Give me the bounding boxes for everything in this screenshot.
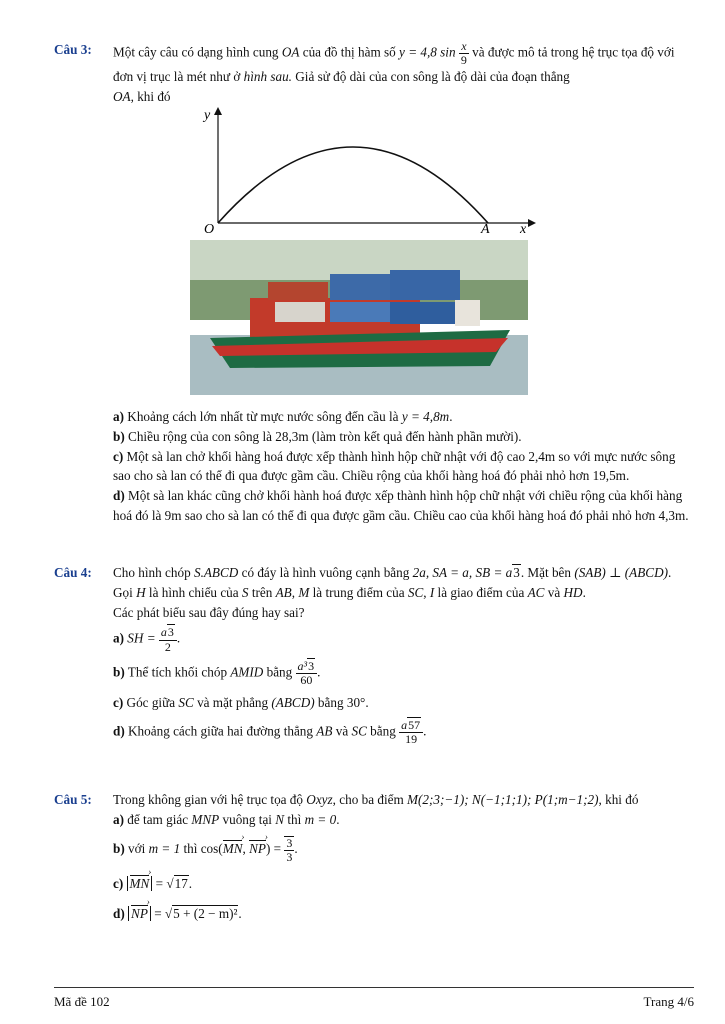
y-axis-label: y [204, 108, 211, 123]
question-5 [54, 790, 694, 924]
question-3 [54, 40, 694, 107]
question-4-item-a: a) SH = $\frac{a3}{2}$ . [113, 625, 181, 654]
x-axis-arrow [528, 219, 536, 227]
question-4 [54, 563, 694, 746]
sine-arc [218, 147, 488, 223]
question-5-item-a: a) để tam giác MNP vuông tại N thì m = 0. [113, 811, 340, 827]
question-4-intro: Cho hình chóp S.ABCD có đáy là hình vuông cạnh bằng 2a, SA = a, SB = a3. Mặt bên (SAB) ⊥ (ABCD). Gọi H là hình chiếu của S trên AB, M là trung điểm của SC, I là giao điểm của AC và HD. [113, 565, 672, 600]
barge-photo [190, 240, 528, 395]
function-fraction: $\frac{x}{9}$ [460, 39, 467, 68]
page-number: Trang 4/6 [643, 994, 694, 1009]
x-axis-label: x [520, 222, 527, 235]
question-4-item-c: c) Góc giữa SC và mặt phẳng (ABCD) bằng 30°. [113, 695, 369, 711]
question-3-label: Câu 3: [54, 42, 92, 57]
question-4-prompt: Các phát biểu sau đây đúng hay sai? [113, 604, 305, 620]
exam-code: Mã đề 102 [54, 994, 110, 1009]
question-5-item-c: c) MN › = √17. [113, 874, 694, 894]
question-3-item-b: b) Chiều rộng của con sông là 28,3m (làm tròn kết quả đến hành phần mười). [113, 428, 522, 444]
page-footer [54, 987, 694, 1009]
y-axis-arrow [214, 107, 222, 115]
question-3-intro: Một cây câu có dạng hình cung OA của đồ thị hàm số y = 4,8 sin $\frac{x}{9}$ và được mô tả trong hệ trục tọa độ với đơn vị trục là mét như ở hình sau. Giả sử độ dài của con sông là độ dài của đoạn thẳng OA, khi đó [113, 39, 675, 105]
question-4-item-d: d) Khoảng cách giữa hai đường thẳng AB và SC bằng $\frac{a57}{19}$ . [113, 717, 427, 747]
point-a-label: A [481, 222, 490, 235]
origin-label: O [204, 222, 215, 235]
question-3-item-d: d) Một sà lan khác cũng chở khối hành hoá được xếp thành hình hộp chữ nhật với chiều rộng của khối hàng hoá đó là 9m sao cho sà lan có thể đi qua được gầm cầu. Chiều cao của khối hàng hoá đó phải nhỏ hơn 4,3m. [113, 488, 689, 523]
question-3-items [54, 407, 694, 526]
question-5-intro: Trong không gian với hệ trục tọa độ Oxyz, cho ba điểm M(2;3;−1); N(−1;1;1); P(1;m−1;2), khi đó [113, 792, 639, 807]
bridge-graph [190, 105, 540, 235]
question-4-label: Câu 4: [54, 565, 92, 580]
question-4-item-b: b) Thể tích khối chóp AMID bằng $\frac{\text{a³3}}{60}$ . [113, 658, 321, 687]
question-3-item-c: c) Một sà lan chở khối hàng hoá được xếp thành hình hộp chữ nhật với độ cao 2,4m so với mực nước sông sao cho sà lan có thể đi qua được gầm cầu. Chiều rộng của khối hàng hoá đó phải nhỏ hơn 19,5m. [113, 448, 676, 484]
question-5-label: Câu 5: [54, 792, 92, 807]
question-5-item-d: d) NP › = √5 + (2 − m)². [113, 904, 694, 924]
question-5-item-b: b) với m = 1 thì cos(MN ›, NP ›) = $\frac{3}{3}$ . [113, 836, 694, 864]
question-3-item-a: a) Khoảng cách lớn nhất từ mực nước sông đến cầu là y = 4,8m. [113, 409, 453, 424]
